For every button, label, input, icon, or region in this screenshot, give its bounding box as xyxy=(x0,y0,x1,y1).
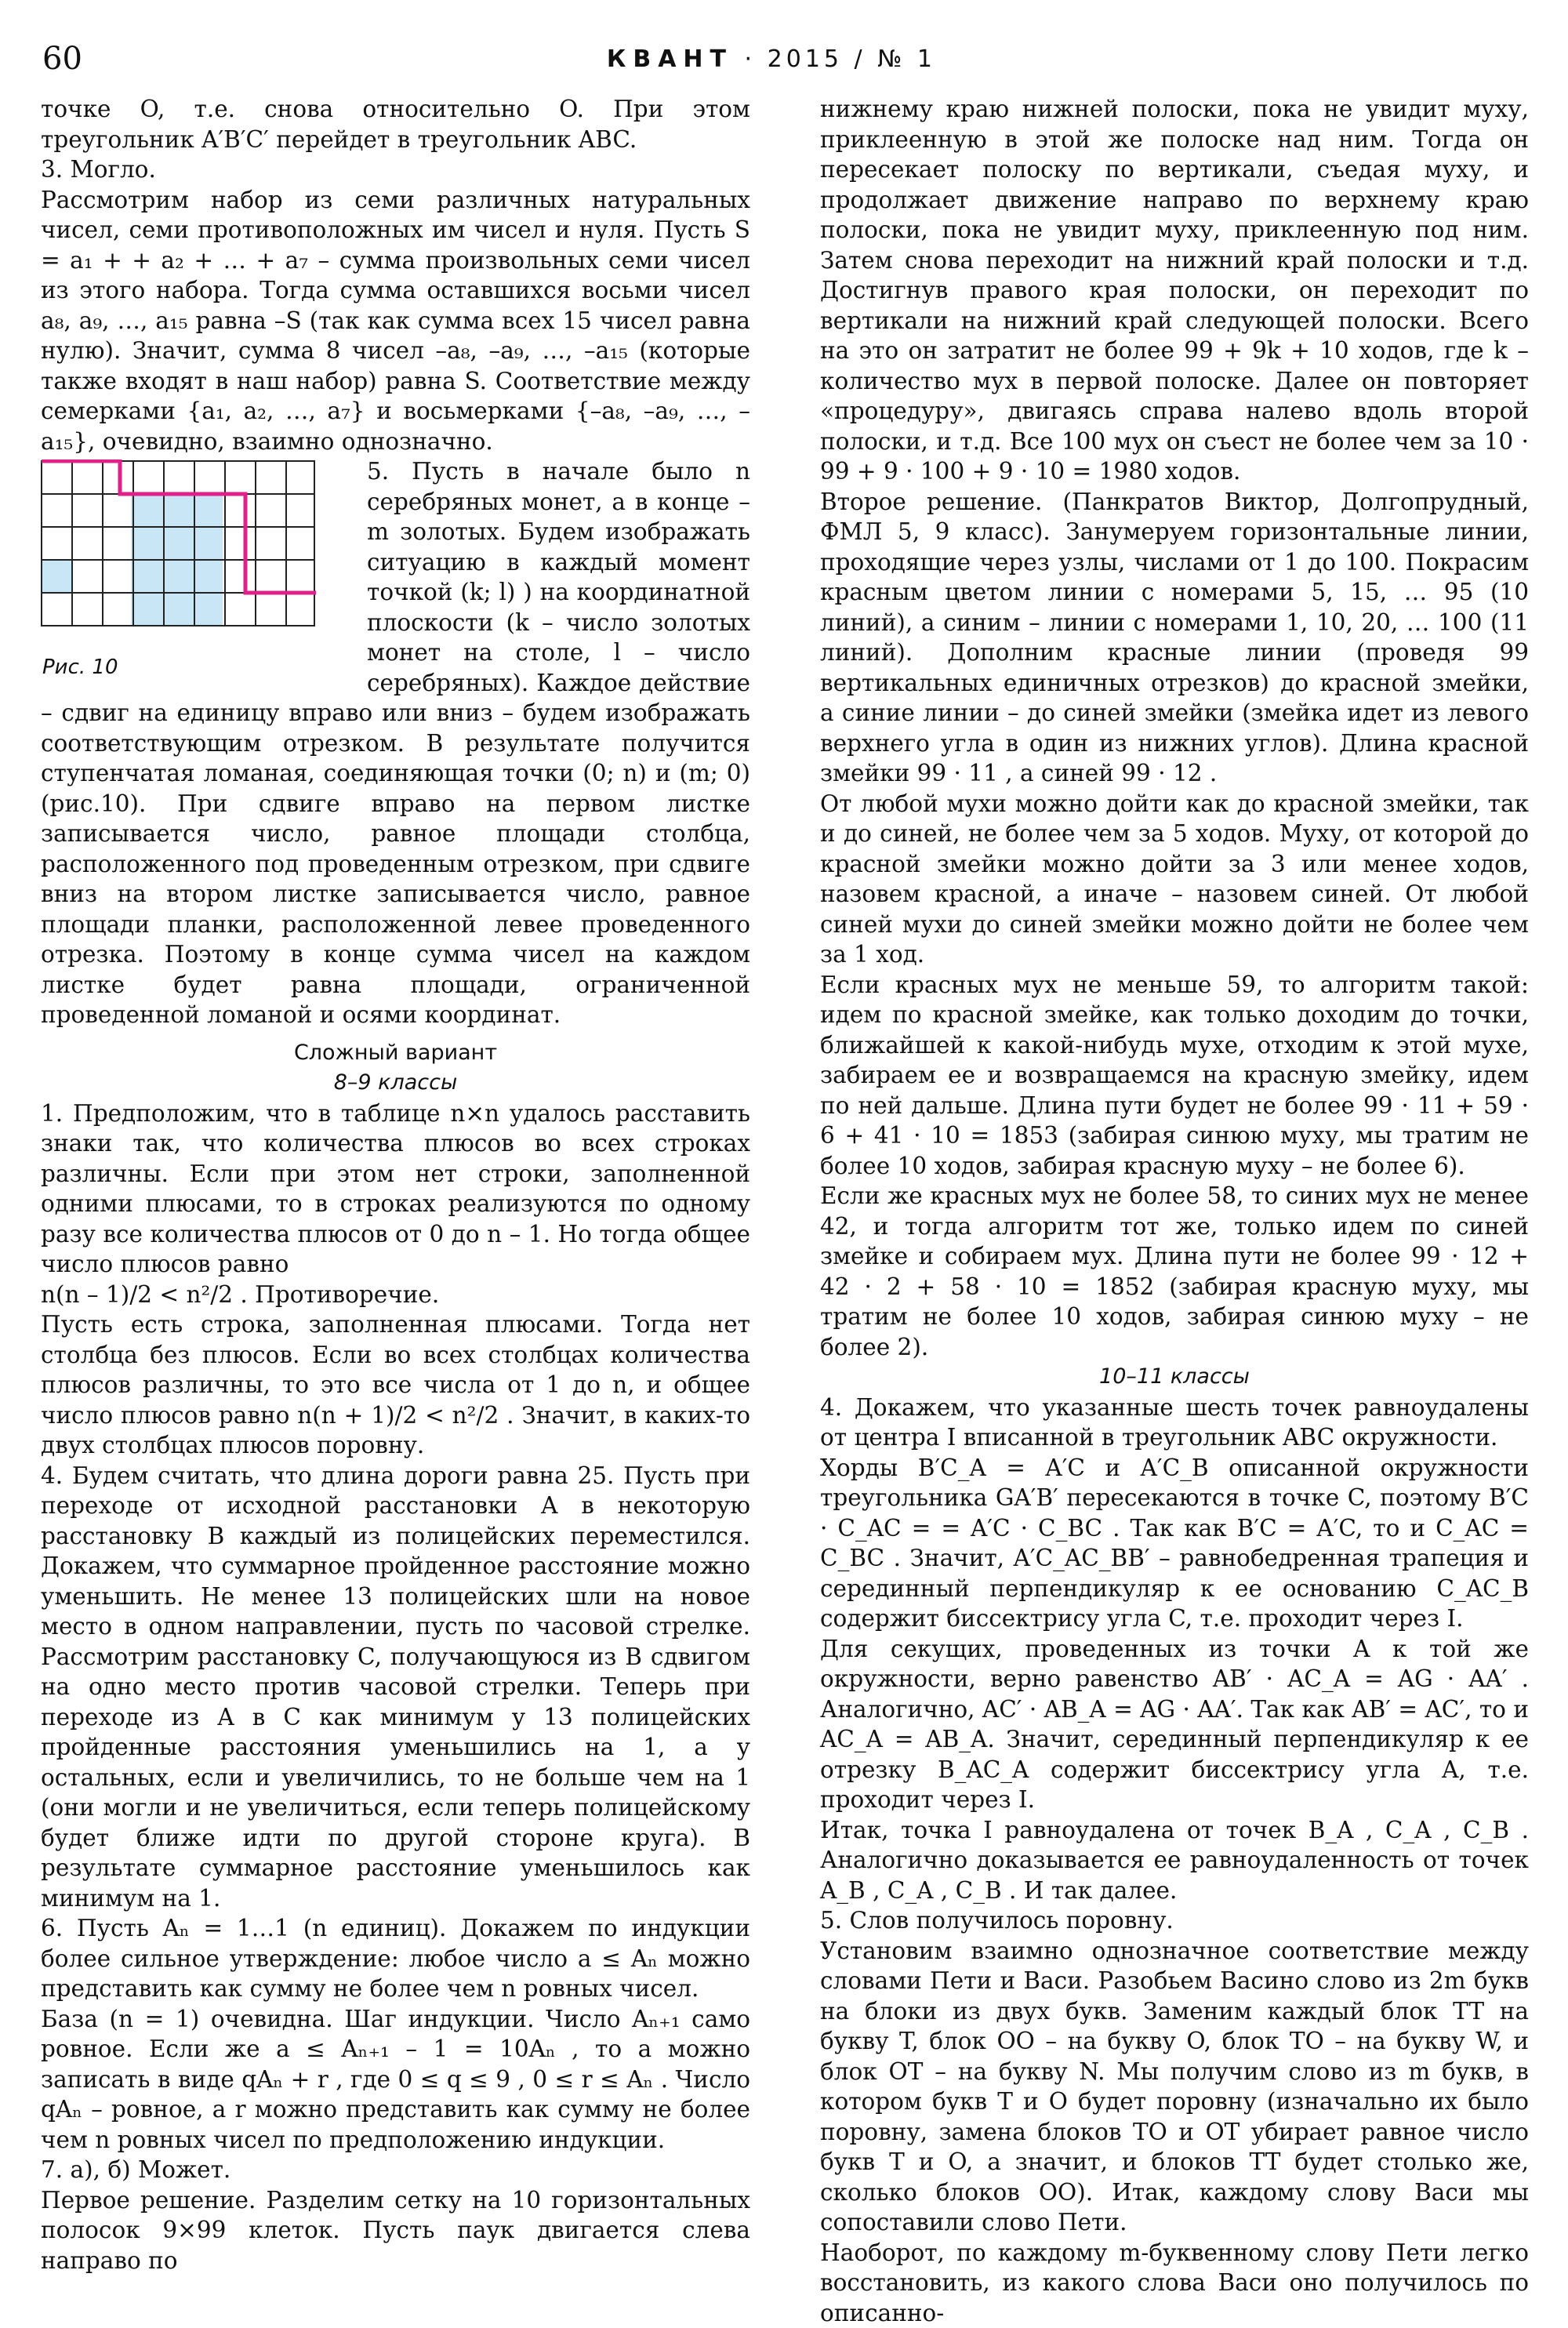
paragraph: Наоборот, по каждому m-буквенному слову Пети легко восстановить, из какого слова Васи оно получилось по описанно- xyxy=(820,2238,1529,2328)
paragraph: точке O, т.е. снова относительно O. При этом треугольник A′B′C′ перейдет в треугольник ABC. xyxy=(41,94,750,154)
journal-header xyxy=(607,45,936,73)
paragraph: Если красных мух не меньше 59, то алгоритм такой: идем по красной змейке, как только доходим до точки, ближайшей к какой-нибудь мухе, отходим к этой мухе, забираем ее и возвращаемся на красную змейку, идем по ней дальше. Длина пути будет не более 99 · 11 + 59 · 6 + 41 · 10 = 1853 (забирая синюю муху, мы тратим не более 10 ходов, забирая красную муху – не более 6). xyxy=(820,970,1529,1182)
paragraph: От любой мухи можно дойти как до красной змейки, так и до синей, не более чем за 5 ходов. Муху, от которой до красной змейки можно дойти за 3 или менее ходов, назовем красной, а иначе – назовем синей. От любой синей мухи до синей змейки можно дойти не более чем за 1 ход. xyxy=(820,789,1529,970)
paragraph: Итак, точка I равноудалена от точек B_A , C_A , C_B . Аналогично доказывается ее равноудаленность от точек A_B , C_A , C_B . И так далее. xyxy=(820,1815,1529,1906)
figure-10 xyxy=(41,459,354,681)
section-grade: 8–9 классы xyxy=(41,1068,750,1099)
section-grade: 10–11 классы xyxy=(820,1362,1529,1393)
problem-answer: 3. Могло. xyxy=(41,154,750,185)
paragraph: Пусть есть строка, заполненная плюсами. Тогда нет столбца без плюсов. Если во всех столбцах количества плюсов различны, то это все числа от 1 до n, и общее число плюсов равно n(n + 1)/2 < n²/2 . Значит, в каких-то двух столбцах плюсов поровну. xyxy=(41,1309,750,1461)
journal-issue: 2015 / № 1 xyxy=(768,45,936,73)
paragraph: Установим взаимно однозначное соответствие между словами Пети и Васи. Разобьем Васино слово из 2m букв на блоки из двух букв. Заменим каждый блок TT на букву T, блок OO – на букву O, блок TO – на букву W, и блок OT – на букву N. Мы получим слово из m букв, в котором букв T и O будет поровну (изначально их было поровну, замена блоков TO и OT убирает равное число букв T и O, а значит, и блоков TT будет столько же, сколько блоков OO). Итак, каждому слову Васи мы сопоставили слово Пети. xyxy=(820,1936,1529,2238)
paragraph: Для секущих, проведенных из точки A к той же окружности, верно равенство AB′ · AC_A = AG · AA′ . Аналогично, AC′ · AB_A = AG · AA′. Так как AB′ = AC′, то и AC_A = AB_A. Значит, серединный перпендикуляр к ее отрезку B_AC_A содержит биссектрису угла A, т.е. проходит через I. xyxy=(820,1634,1529,1815)
formula: n(n – 1)/2 < n²/2 . Противоречие. xyxy=(41,1280,750,1310)
paragraph: Второе решение. (Панкратов Виктор, Долгопрудный, ФМЛ 5, 9 класс). Занумеруем горизонтальные линии, проходящие через узлы, числами от 1 до 100. Покрасим красным цветом линии с номерами 5, 15, … 95 (10 линий), а синим – линии с номерами 1, 10, 20, … 100 (11 линий). Дополним красные линии (проведя 99 вертикальных единичных отрезков) до красной змейки, а синие линии – до синей змейки (змейка идет из левого верхнего угла в один из нижних углов). Длина красной змейки 99 · 11 , а синей 99 · 12 . xyxy=(820,487,1529,789)
paragraph: Рассмотрим набор из семи различных натуральных чисел, семи противоположных им чисел и нуля. Пусть S = a₁ + + a₂ + … + a₇ – сумма произвольных семи чисел из этого набора. Тогда сумма оставшихся восьми чисел a₈, a₉, …, a₁₅ равна –S (так как сумма всех 15 чисел равна нулю). Значит, сумма 8 чисел –a₈, –a₉, …, –a₁₅ (которые также входят в наш набор) равна S. Соответствие между семерками {a₁, a₂, …, a₇} и восьмерками {–a₈, –a₉, …, –a₁₅}, очевидно, взаимно однозначно. xyxy=(41,185,750,457)
paragraph: База (n = 1) очевидна. Шаг индукции. Число Aₙ₊₁ само ровное. Если же a ≤ Aₙ₊₁ – 1 = 10Aₙ , то a можно записать в виде qAₙ + r , где 0 ≤ q ≤ 9 , 0 ≤ r ≤ Aₙ . Число qAₙ – ровное, а r можно представить как сумму не более чем n ровных чисел по предположению индукции. xyxy=(41,2004,750,2155)
paragraph: 4. Будем считать, что длина дороги равна 25. Пусть при переходе от исходной расстановки A в некоторую расстановку B каждый из полицейских переместился. Докажем, что суммарное пройденное расстояние можно уменьшить. Не менее 13 полицейских шли на новое место в одном направлении, пусть по часовой стрелке. Рассмотрим расстановку C, получающуюся из B сдвигом на одно место против часовой стрелки. Теперь при переходе из A в C как минимум у 13 полицейских пройденные расстояния уменьшились на 1, а у остальных, если и увеличились, то не больше чем на 1 (они могли и не увеличиться, если теперь полицейскому будет ближе идти по другой стороне круга). В результате суммарное расстояние уменьшилось как минимум на 1. xyxy=(41,1461,750,1914)
paragraph: 5. Пусть в начале было n серебряных монет, а в конце – m золотых. Будем изображать ситуацию в каждый момент точкой (k; l) ) на координатной плоскости (k – число золотых монет на столе, l – число серебряных). Каждое действие – сдвиг на единицу вправо или вниз – будем изображать соответствующим отрезком. В результате получится ступенчатая ломаная, соединяющая точки (0; n) и (m; 0) (рис.10). При сдвиге вправо на первом листке записывается число, равное площади столбца, расположенного под проведенным отрезком, при сдвиге вниз на втором листке записывается число, равное площади планки, расположенной левее проведенного отрезка. Поэтому в конце сумма чисел на каждом листке будет равна площади, ограниченной проведенной ломаной и осями координат. xyxy=(41,456,750,1030)
left-column xyxy=(41,94,750,2275)
shaded-cell xyxy=(131,527,223,560)
problem-answer: 7. а), б) Может. xyxy=(41,2155,750,2185)
right-column xyxy=(820,94,1529,2328)
journal-name: КВАНТ xyxy=(607,45,733,73)
paragraph: 6. Пусть Aₙ = 1…1 (n единиц). Докажем по индукции более сильное утверждение: любое число a ≤ Aₙ можно представить как сумму не более чем n ровных чисел. xyxy=(41,1913,750,2004)
paragraph: нижнему краю нижней полоски, пока не увидит муху, приклеенную в этой же полоске над ним. Тогда он пересекает полоску по вертикали, съедая муху, и продолжает движение направо по верхнему краю полоски, пока не увидит муху, приклеенную под ним. Затем снова переходит на нижний край полоски и т.д. Достигнув правого края полоски, он переходит по вертикали на нижний край следующей полоски. Всего на это он затратит не более 99 + 9k + 10 ходов, где k – количество мух в первой полоске. Далее он повторяет «процедуру», двигаясь справа налево вдоль второй полоски, и т.д. Все 100 мух он съест не более чем за 10 · 99 + 9 · 100 + 9 · 10 = 1980 ходов. xyxy=(820,94,1529,487)
paragraph: Если же красных мух не более 58, то синих мух не менее 42, и тогда алгоритм тот же, только идем по синей змейке и собираем мух. Длина пути не более 99 · 12 + 42 · 2 + 58 · 10 = 1852 (забирая красную муху, мы тратим не более 10 ходов, забирая синюю муху – не более 2). xyxy=(820,1181,1529,1362)
problem-answer: 5. Слов получилось поровну. xyxy=(820,1905,1529,1936)
figure-caption: Рис. 10 xyxy=(41,654,354,681)
header-separator: · xyxy=(745,45,757,73)
shaded-cell xyxy=(131,494,223,527)
section-title: Сложный вариант xyxy=(41,1038,750,1069)
paragraph: Первое решение. Разделим сетку на 10 горизонтальных полосок 9×99 клеток. Пусть паук двигается слева направо по xyxy=(41,2185,750,2276)
staircase-grid-diagram xyxy=(41,459,339,654)
paragraph: Хорды B′C_A = A′C и A′C_B описанной окружности треугольника GA′B′ пересекаются в точке C, поэтому B′C · C_AC = = A′C · C_BC . Так как B′C = A′C, то и C_AC = C_BC . Значит, A′C_AC_BB′ – равнобедренная трапеция и серединный перпендикуляр к ее основанию C_AC_B содержит биссектрису угла C, т.е. проходит через I. xyxy=(820,1453,1529,1634)
shaded-cell xyxy=(41,560,72,593)
paragraph: 4. Докажем, что указанные шесть точек равноудалены от центра I вписанной в треугольник ABC окружности. xyxy=(820,1393,1529,1453)
paragraph: 1. Предположим, что в таблице n×n удалось расставить знаки так, что количества плюсов во всех строках различны. Если при этом нет строки, заполненной одними плюсами, то в строках реализуются по одному разу все количества плюсов от 0 до n – 1. Но тогда общее число плюсов равно xyxy=(41,1099,750,1280)
page-number: 60 xyxy=(42,41,82,77)
